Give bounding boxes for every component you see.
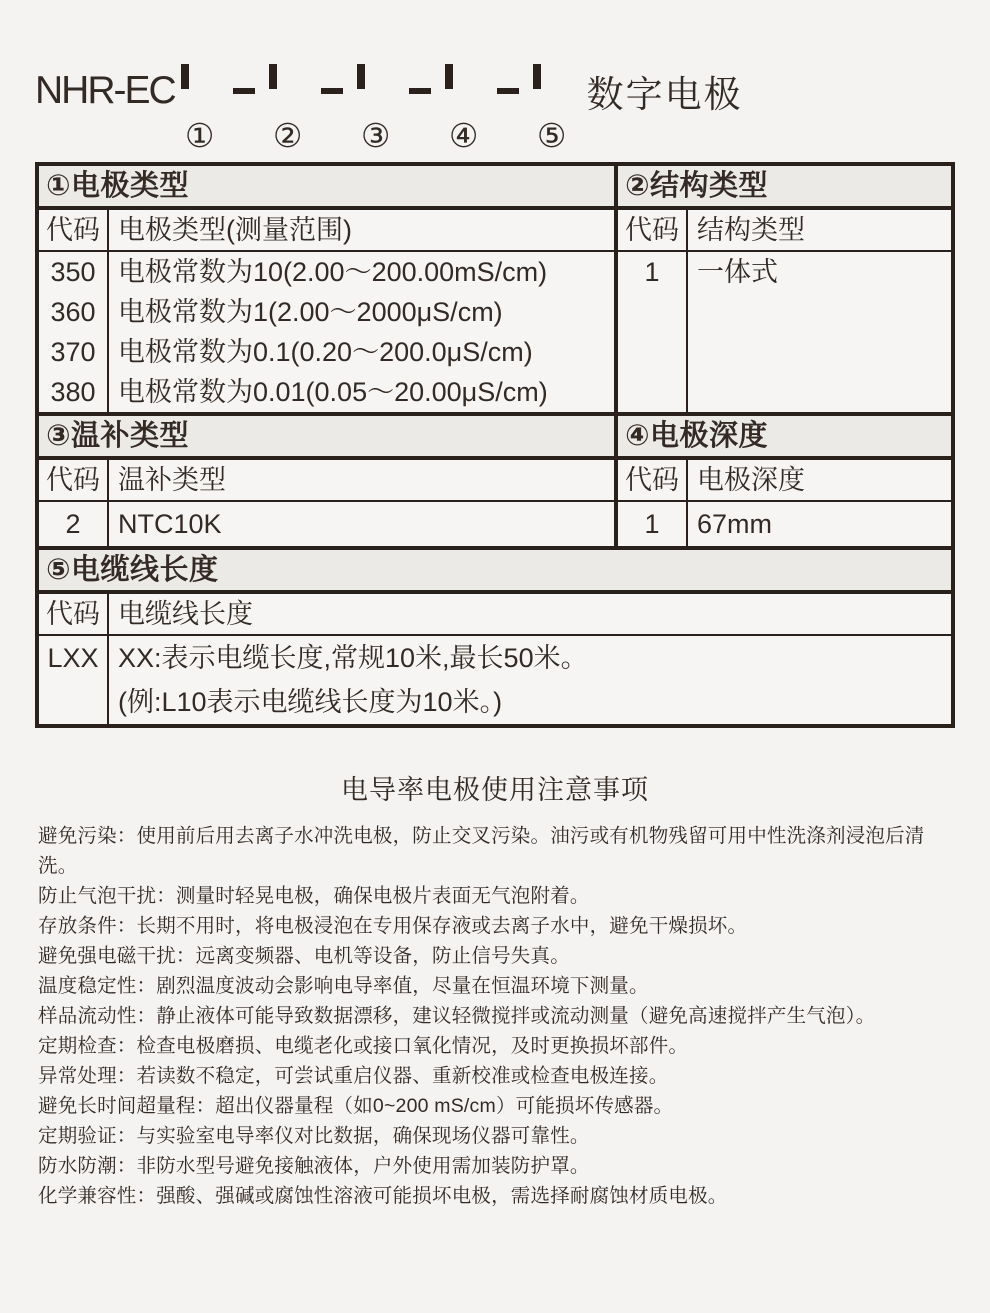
codes-column — [39, 636, 109, 724]
data-area — [39, 252, 614, 412]
desc-cell: XX:表示电缆长度,常规10米,最长50米。 — [118, 643, 588, 673]
model-code-box-5 — [533, 64, 541, 89]
desc-cell: 一体式 — [697, 257, 778, 287]
codes-column — [39, 252, 109, 412]
dash-separator — [321, 88, 343, 94]
model-code-slot-1 — [181, 68, 219, 155]
desc-column-header: 结构类型 — [697, 215, 805, 245]
code-cell: LXX — [47, 643, 99, 673]
dash-separator — [497, 88, 519, 94]
desc-cell: 电极常数为1(2.00～2000μS/cm) — [118, 297, 503, 327]
model-code-box-1 — [181, 64, 189, 89]
column-header-row — [618, 210, 951, 252]
note-item: 防止气泡干扰：测量时轻晃电极，确保电极片表面无气泡附着。 — [38, 885, 590, 907]
section-title: ③温补类型 — [39, 416, 614, 460]
codes-column — [39, 502, 109, 546]
model-prefix: NHR-EC — [35, 69, 175, 112]
code-cell: 360 — [50, 297, 96, 327]
product-name: 数字电极 — [586, 74, 743, 115]
descs-column — [109, 502, 614, 546]
code-column-header: 代码 — [39, 460, 109, 500]
column-header-row — [39, 594, 951, 636]
model-code-slot-3 — [357, 68, 395, 155]
code-cell: 1 — [644, 509, 660, 539]
descs-column — [109, 636, 951, 724]
model-code-slot-5 — [533, 68, 571, 155]
note-item: 温度稳定性：剧烈温度波动会影响电导率值，尽量在恒温环境下测量。 — [38, 975, 649, 997]
table-band-3 — [39, 546, 951, 724]
note-item: 样品流动性：静止液体可能导致数据漂移，建议轻微搅拌或流动测量（避免高速搅拌产生气泡）。 — [38, 1005, 876, 1027]
data-area — [618, 502, 951, 546]
position-marker-3: ③ — [360, 116, 391, 155]
code-column-header: 代码 — [39, 210, 109, 250]
code-column-header: 代码 — [618, 460, 688, 500]
code-cell: 1 — [644, 257, 660, 287]
section-title: ①电极类型 — [39, 166, 614, 210]
notes-title: 电导率电极使用注意事项 — [341, 775, 649, 805]
dash-separator — [233, 88, 255, 94]
descs-column — [688, 502, 951, 546]
section-cable-length — [39, 550, 951, 724]
descs-column — [688, 252, 951, 412]
column-header-row — [39, 210, 614, 252]
position-marker-2: ② — [272, 116, 303, 155]
selection-table — [35, 162, 955, 728]
codes-column — [618, 502, 688, 546]
code-cell: 2 — [65, 509, 81, 539]
section-title: ②结构类型 — [618, 166, 951, 210]
code-cell: 380 — [50, 377, 96, 407]
table-band-2 — [39, 412, 951, 546]
code-column-header: 代码 — [618, 210, 688, 250]
desc-column-header: 电极深度 — [697, 465, 805, 495]
data-area — [39, 636, 951, 724]
code-cell: 350 — [50, 257, 96, 287]
model-code-box-3 — [357, 64, 365, 89]
note-item: 避免长时间超量程：超出仪器量程（如0~200 mS/cm）可能损坏传感器。 — [38, 1095, 674, 1117]
codes-column — [618, 252, 688, 412]
desc-column-header: 温补类型 — [118, 465, 226, 495]
code-column-header: 代码 — [39, 594, 109, 634]
note-item: 避免强电磁干扰：远离变频器、电机等设备，防止信号失真。 — [38, 945, 570, 967]
position-marker-4: ④ — [448, 116, 479, 155]
position-marker-1: ① — [184, 116, 215, 155]
note-item: 防水防潮：非防水型号避免接触液体，户外使用需加装防护罩。 — [38, 1155, 590, 1177]
model-code-box-4 — [445, 64, 453, 89]
desc-cell: 电极常数为10(2.00～200.00mS/cm) — [118, 257, 548, 287]
note-item: 化学兼容性：强酸、强碱或腐蚀性溶液可能损坏电极，需选择耐腐蚀材质电极。 — [38, 1185, 728, 1207]
desc-cell: 电极常数为0.1(0.20～200.0μS/cm) — [118, 337, 533, 367]
data-area — [618, 252, 951, 412]
model-code-slot-4 — [445, 68, 483, 155]
desc-cell: 67mm — [697, 509, 773, 539]
dash-separator — [409, 88, 431, 94]
note-item: 定期验证：与实验室电导率仪对比数据，确保现场仪器可靠性。 — [38, 1125, 590, 1147]
desc-cell: 电极常数为0.01(0.05～20.00μS/cm) — [118, 377, 548, 407]
note-item: 异常处理：若读数不稳定，可尝试重启仪器、重新校准或检查电极连接。 — [38, 1065, 669, 1087]
column-header-row — [618, 460, 951, 502]
note-item: 存放条件：长期不用时，将电极浸泡在专用保存液或去离子水中，避免干燥损坏。 — [38, 915, 748, 937]
descs-column — [109, 252, 614, 412]
section-temp-compensation — [39, 416, 618, 546]
table-band-1 — [39, 166, 951, 412]
model-code-box-2 — [269, 64, 277, 89]
desc-cell: (例:L10表示电缆线长度为10米。) — [118, 687, 503, 717]
section-title: ⑤电缆线长度 — [39, 550, 951, 594]
position-marker-5: ⑤ — [536, 116, 567, 155]
desc-column-header: 电缆线长度 — [118, 599, 253, 629]
section-title: ④电极深度 — [618, 416, 951, 460]
notes-list — [38, 821, 962, 1211]
model-code-line — [35, 68, 990, 155]
note-item: 避免污染：使用前后用去离子水冲洗电极，防止交叉污染。油污或有机物残留可用中性洗涤剂浸泡后清洗。 — [38, 825, 925, 877]
code-cell: 370 — [50, 337, 96, 367]
section-electrode-depth — [618, 416, 951, 546]
model-code-slot-2 — [269, 68, 307, 155]
desc-cell: NTC10K — [118, 509, 222, 539]
section-structure-type — [618, 166, 951, 412]
note-item: 定期检查：检查电极磨损、电缆老化或接口氧化情况，及时更换损坏部件。 — [38, 1035, 689, 1057]
column-header-row — [39, 460, 614, 502]
desc-column-header: 电极类型(测量范围) — [118, 215, 352, 245]
data-area — [39, 502, 614, 546]
section-electrode-type — [39, 166, 618, 412]
